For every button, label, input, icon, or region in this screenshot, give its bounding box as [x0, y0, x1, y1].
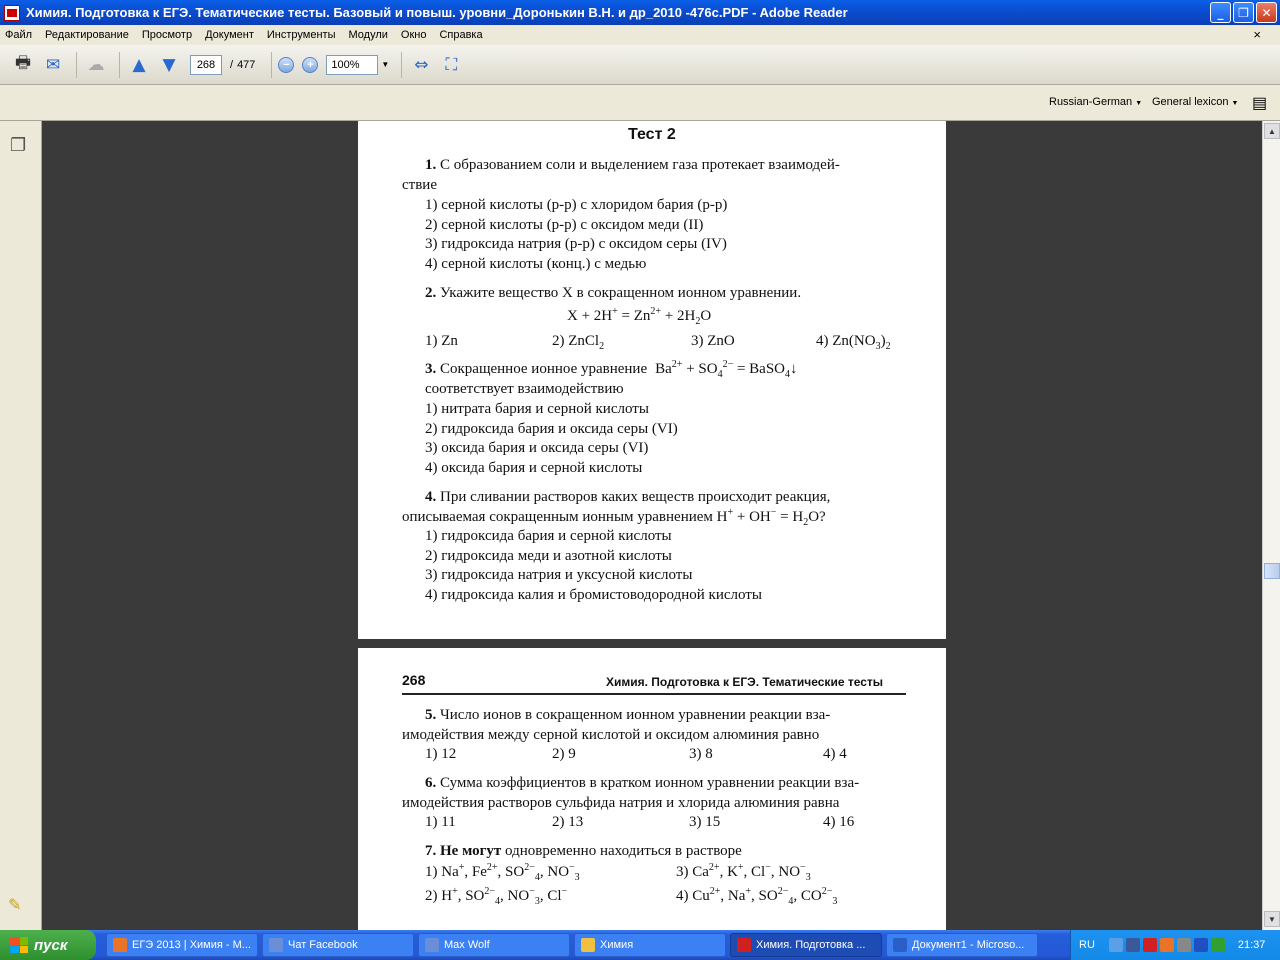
toolbar-divider [271, 52, 272, 78]
question-4-cont: описываемая сокращенным ионным уравнением $H^+ + OH^- = H_2O$? [402, 507, 826, 528]
scroll-thumb[interactable] [1264, 563, 1280, 579]
comments-icon[interactable]: ✎ [8, 897, 22, 914]
minimize-button[interactable]: _ [1210, 2, 1231, 23]
opera-icon[interactable] [1143, 938, 1157, 952]
page-total: 477 [237, 58, 256, 71]
taskbar-item-label: Документ1 - Microso... [912, 939, 1025, 951]
translator-toolbar [0, 85, 1280, 121]
chat-icon [425, 938, 439, 952]
taskbar-item-label: Max Wolf [444, 939, 490, 951]
bluetooth-icon[interactable] [1194, 938, 1208, 952]
adobe-reader-icon [737, 938, 751, 952]
pdf-page [358, 648, 946, 930]
skype-icon[interactable] [1109, 938, 1123, 952]
word-icon [893, 938, 907, 952]
option: 1) нитрата бария и серной кислоты [425, 401, 649, 417]
option: 2) 13 [552, 814, 584, 830]
firefox-icon [113, 938, 127, 952]
menu-file[interactable]: Файл [5, 29, 33, 41]
equation: $X + 2H^+ = Zn^{2+} + 2H_2O$ [567, 306, 712, 327]
document-viewport[interactable] [42, 121, 1262, 930]
question-6: 6. Сумма коэффициентов в кратком ионном уравнении реакции вза- [425, 775, 860, 791]
windows-logo-icon [10, 937, 28, 953]
option: 4) гидроксида калия и бромистоводородной кислоты [425, 587, 762, 603]
scroll-down-icon[interactable]: ▼ [1264, 911, 1280, 927]
taskbar-item[interactable] [106, 933, 258, 957]
share-icon[interactable]: ✉ [45, 54, 61, 75]
pdf-page [358, 121, 946, 639]
taskbar-item[interactable] [574, 933, 726, 957]
previous-page-icon[interactable]: ▲ [132, 54, 146, 75]
menu-tools[interactable]: Инструменты [266, 29, 336, 41]
question-6-cont: имодействия растворов сульфида натрия и хлорида алюминия равна [402, 795, 840, 811]
header-rule [402, 693, 906, 695]
toolbar-divider [401, 52, 402, 78]
lexicon-dropdown[interactable] [1152, 96, 1238, 108]
option: 4) $Zn(NO_3)_2$ [816, 333, 891, 352]
firefox-icon[interactable] [1160, 938, 1174, 952]
folder-icon [581, 938, 595, 952]
navigation-panel [0, 121, 42, 930]
question-7: 7. Не могут одновременно находиться в растворе [425, 843, 742, 859]
scroll-up-icon[interactable]: ▲ [1264, 123, 1280, 139]
fit-page-icon[interactable]: ⛶ [445, 54, 458, 75]
network-icon[interactable] [1177, 938, 1191, 952]
running-head: Химия. Подготовка к ЕГЭ. Тематические тесты [606, 675, 884, 689]
page-number-input[interactable]: 268 [190, 55, 222, 75]
question-2: 2. Укажите вещество X в сокращенном ионном уравнении. [425, 285, 802, 301]
option: 4) 4 [823, 746, 847, 762]
question-5: 5. Число ионов в сокращенном ионном уравнении реакции вза- [425, 707, 831, 723]
chevron-down-icon: ▼ [1231, 100, 1239, 107]
menu-help[interactable]: Справка [439, 29, 483, 41]
option: 3) $Ca^{2+}$, K+, Cl−, $NO^-_3$ [676, 862, 811, 883]
zoom-in-button[interactable]: + [302, 57, 318, 73]
option: 1) 11 [425, 814, 456, 830]
option: 1) Na+, $Fe^{2+}$, $SO^{2-}_4$, $NO^-_3$ [425, 862, 580, 883]
toolbar-divider [119, 52, 120, 78]
question-1-cont: ствие [402, 177, 437, 193]
taskbar-item-label: Чат Facebook [288, 939, 358, 951]
question-5-cont: имодействия между серной кислотой и оксидом алюминия равно [402, 727, 820, 743]
option: 2) серной кислоты (р-р) с оксидом меди (II) [425, 217, 704, 233]
maximize-button[interactable]: ❐ [1233, 2, 1254, 23]
next-page-icon[interactable]: ▼ [162, 54, 176, 75]
menu-window[interactable]: Окно [400, 29, 427, 41]
close-document-icon[interactable]: × [1253, 27, 1261, 42]
zoom-out-button[interactable]: − [278, 57, 294, 73]
option: 2) гидроксида бария и оксида серы (VI) [425, 421, 678, 437]
option: 2) 9 [552, 746, 576, 762]
taskbar-item[interactable] [886, 933, 1038, 957]
printer-icon[interactable]: 🖶 [14, 53, 32, 73]
taskbar-item-label: ЕГЭ 2013 | Химия - М... [132, 939, 251, 951]
page-separator: / [230, 58, 234, 71]
taskbar-item[interactable] [262, 933, 414, 957]
fit-width-icon[interactable]: ⇔ [414, 54, 429, 75]
option: 3) 8 [689, 746, 713, 762]
pages-icon[interactable]: ❐ [10, 135, 27, 155]
option: 4) серной кислоты (конц.) с медью [425, 256, 647, 272]
lexicon-label: General lexicon [1152, 96, 1229, 108]
option: 2) H+, $SO^{2-}_4$, $NO^-_3$, Cl− [425, 886, 568, 907]
option: 1) 12 [425, 746, 457, 762]
page-number: 268 [402, 672, 426, 688]
adobe-reader-icon [4, 5, 20, 21]
menu-bar [0, 25, 1280, 45]
title-bar [0, 0, 1280, 25]
test-heading: Тест 2 [628, 126, 676, 143]
hand-tool-icon[interactable]: ☁ [87, 54, 105, 75]
facebook-icon[interactable] [1126, 938, 1140, 952]
question-4: 4. При сливании растворов каких веществ происходит реакция, [425, 489, 831, 505]
question-3-cont: соответствует взаимодействию [425, 381, 624, 397]
menu-view[interactable]: Просмотр [141, 29, 193, 41]
question-3: 3. Сокращенное ионное уравнение $Ba^{2+} + SO_4^{2-}$ = BaSO$_4$↓ [425, 359, 798, 380]
translate-icon[interactable]: ▤ [1252, 95, 1268, 112]
start-button[interactable] [0, 930, 96, 960]
taskbar-item[interactable] [730, 933, 882, 957]
option: 4) оксида бария и серной кислоты [425, 460, 643, 476]
main-toolbar [0, 45, 1280, 85]
option: 3) гидроксида натрия (р-р) с оксидом серы (IV) [425, 236, 727, 252]
window-title: Химия. Подготовка к ЕГЭ. Тематические тесты. Базовый и повыш. уровни_Доронькин В.Н. и др_2010 -476с.PDF - Adobe Reader [26, 5, 848, 20]
option: 1) Zn [425, 333, 458, 349]
option: 1) гидроксида бария и серной кислоты [425, 528, 672, 544]
close-button[interactable]: ✕ [1256, 2, 1277, 23]
option: 4) 16 [823, 814, 855, 830]
menu-plugins[interactable]: Модули [348, 29, 388, 41]
chat-icon [269, 938, 283, 952]
zoom-dropdown-icon[interactable]: ▼ [381, 60, 390, 69]
option: 3) 15 [689, 814, 721, 830]
clock: 21:37 [1237, 939, 1266, 951]
option: 4) $Cu^{2+}$, Na+, $SO^{2-}_4$, $CO^{2-}_3$ [676, 886, 838, 907]
language-indicator[interactable]: RU [1079, 939, 1095, 951]
toolbar-divider [76, 52, 77, 78]
vertical-scrollbar[interactable] [1262, 121, 1280, 930]
zoom-level-input[interactable]: 100% [326, 55, 378, 75]
option: 2) ZnCl$_2$ [552, 333, 605, 352]
start-label: пуск [34, 936, 68, 954]
option: 3) оксида бария и оксида серы (VI) [425, 440, 649, 456]
taskbar [0, 930, 1280, 960]
antivirus-icon[interactable] [1211, 938, 1225, 952]
system-tray [1070, 930, 1280, 960]
chevron-down-icon: ▼ [1135, 100, 1143, 107]
option: 3) ZnO [691, 333, 735, 349]
option: 2) гидроксида меди и азотной кислоты [425, 548, 672, 564]
option: 1) серной кислоты (р-р) с хлоридом бария (р-р) [425, 197, 728, 213]
option: 3) гидроксида натрия и уксусной кислоты [425, 567, 693, 583]
taskbar-item[interactable] [418, 933, 570, 957]
dictionary-dropdown[interactable] [1049, 96, 1142, 108]
taskbar-item-label: Химия. Подготовка ... [756, 939, 866, 951]
menu-document[interactable]: Документ [205, 29, 254, 41]
menu-edit[interactable]: Редактирование [45, 29, 129, 41]
dictionary-label: Russian-German [1049, 96, 1133, 108]
taskbar-item-label: Химия [600, 939, 634, 951]
question-1: 1. С образованием соли и выделением газа протекает взаимодей- [425, 157, 840, 173]
